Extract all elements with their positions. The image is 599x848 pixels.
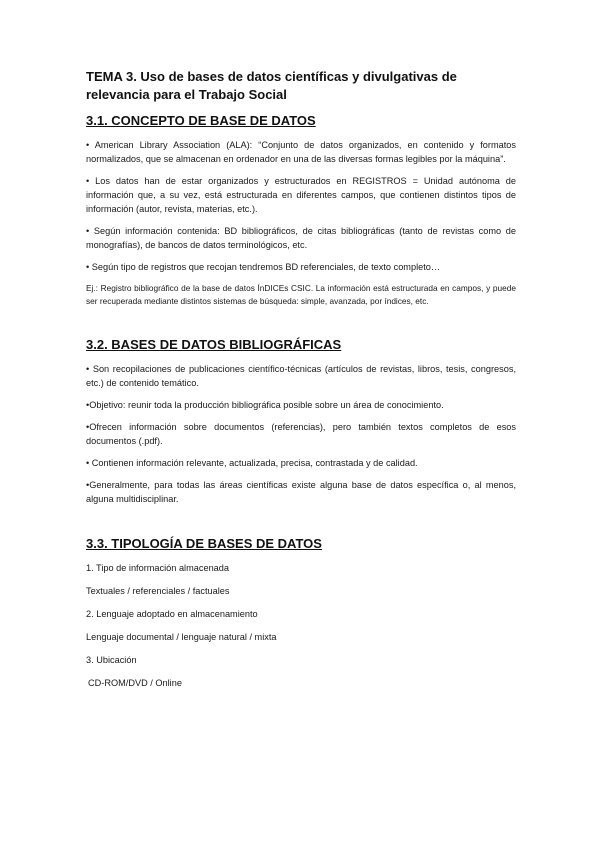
paragraph-tipo-registros: • Según tipo de registros que recojan tendremos BD referenciales, de texto completo… [86,262,441,272]
document-page [86,68,516,699]
list-line: CD-ROM/DVD / Online [88,678,182,688]
section-heading-concepto: 3.1. CONCEPTO DE BASE DE DATOS [86,113,316,128]
paragraph-contienen: • Contienen información relevante, actualizada, precisa, contrastada y de calidad. [86,458,418,468]
section-heading-tipologia: 3.3. TIPOLOGÍA DE BASES DE DATOS [86,536,322,551]
paragraph-recopilaciones: • Son recopilaciones de publicaciones científico-técnicas (artículos de revistas, libros, tesis, congresos, etc.) de contenido temático. [86,364,516,388]
list-line: Textuales / referenciales / factuales [86,586,230,596]
paragraph-ala-definition: • American Library Association (ALA): “Conjunto de datos organizados, en contenido y formatos normalizados, que se almacenan en ordenador en una de las diversas formas legibles por la máquina”. [86,140,516,164]
example-note: Ej.: Registro bibliográfico de la base de datos ÍnDICEs CSIC. La información está estructurada en campos, y puede ser recuperada mediante distintos sistemas de búsqueda: simple, avanzada, por índices, etc. [86,283,516,306]
paragraph-informacion-contenida: • Según información contenida: BD bibliográficos, de citas bibliográficas (tanto de revistas como de monografías), de bancos de datos terminológicos, etc. [86,226,516,250]
paragraph-generalmente: •Generalmente, para todas las áreas científicas existe alguna base de datos específica o, al menos, alguna multidisciplinar. [86,480,516,504]
list-line: Lenguaje documental / lenguaje natural / mixta [86,632,277,642]
list-line: 2. Lenguaje adoptado en almacenamiento [86,609,258,619]
paragraph-objetivo: •Objetivo: reunir toda la producción bibliográfica posible sobre un área de conocimiento. [86,400,444,410]
paragraph-registros: • Los datos han de estar organizados y estructurados en REGISTROS = Unidad autónoma de información que, a su vez, está estructurada en diferentes campos, que contienen distintos tipos de información (autor, revista, materias, etc.). [86,176,516,214]
list-line: 3. Ubicación [86,655,137,665]
document-title: TEMA 3. Uso de bases de datos científicas y divulgativas de relevancia para el Trabajo Social [86,69,457,102]
list-line: 1. Tipo de información almacenada [86,563,230,573]
section-heading-bibliograficas: 3.2. BASES DE DATOS BIBLIOGRÁFICAS [86,337,342,352]
paragraph-ofrecen: •Ofrecen información sobre documentos (referencias), pero también textos completos de esos documentos (.pdf). [86,422,516,446]
